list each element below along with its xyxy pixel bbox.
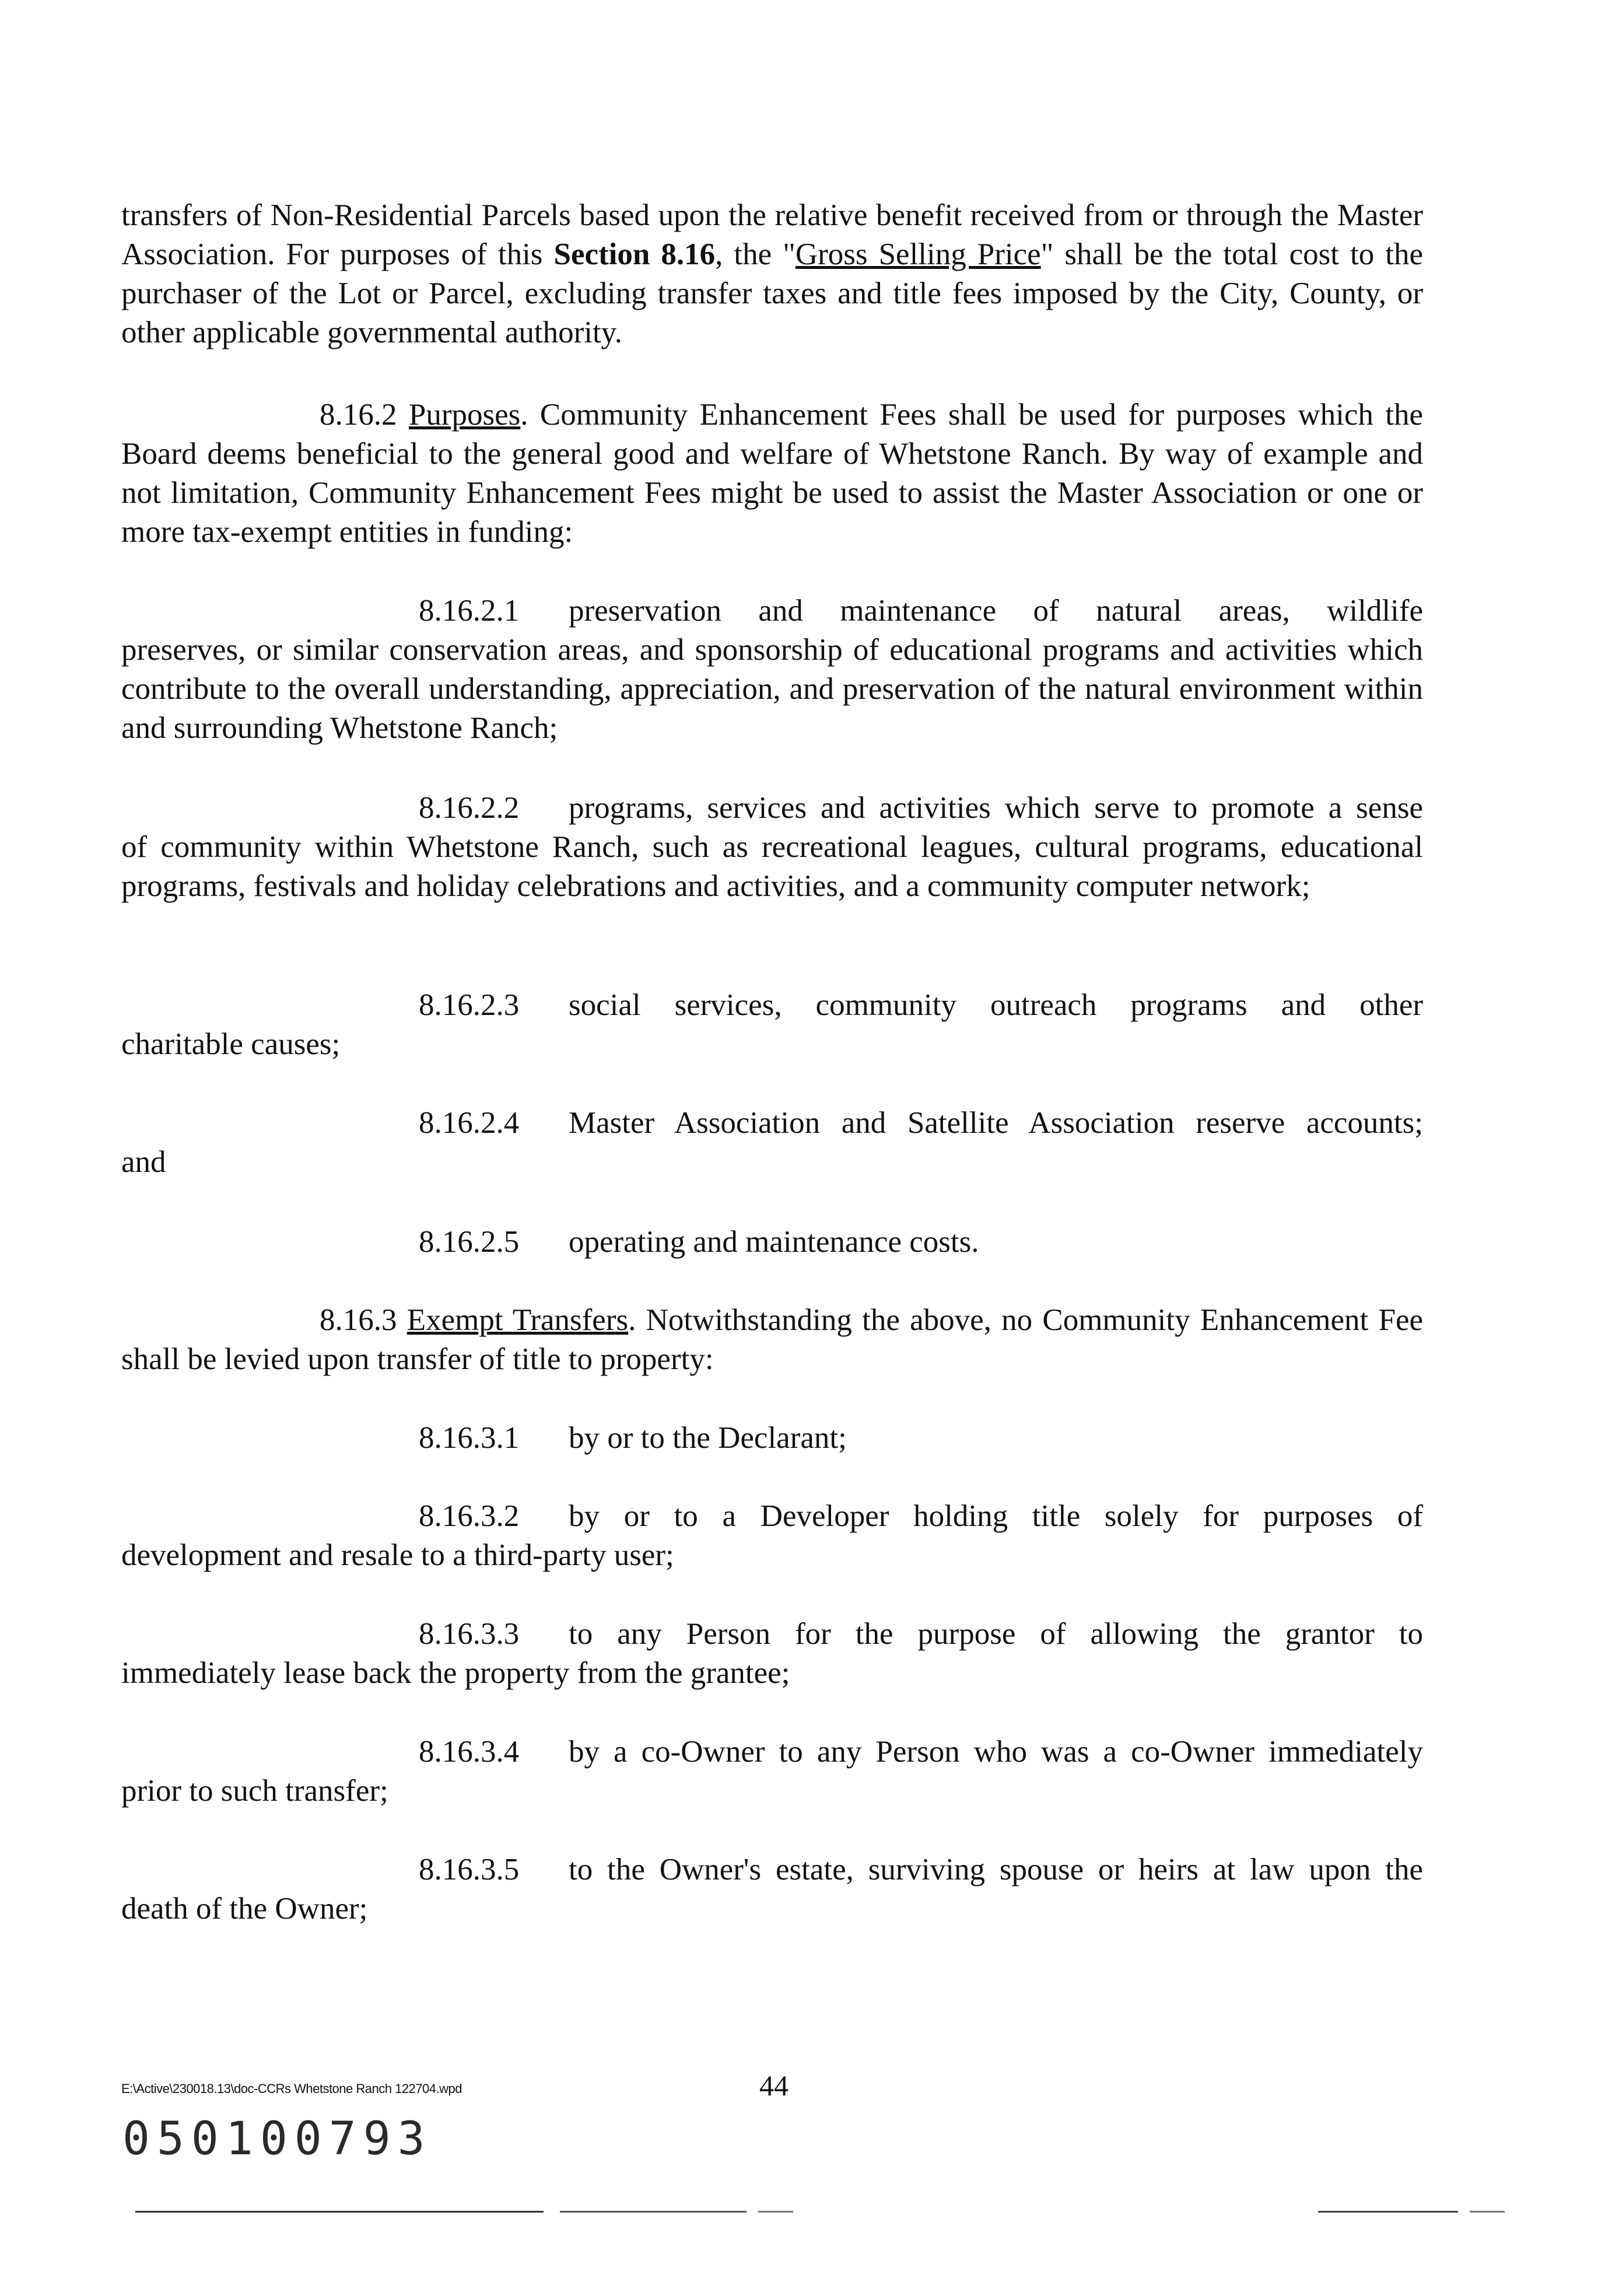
- document-stamp-number: 050100793: [122, 2113, 432, 2165]
- defined-term-gross-selling-price: Gross Selling Price: [795, 237, 1041, 271]
- scan-artifact-line: [560, 2211, 747, 2213]
- item-8-16-2-3-rest: charitable causes;: [121, 1027, 341, 1061]
- item-number: 8.16.3.5: [419, 1853, 520, 1887]
- item-number: 8.16.3.3: [419, 1617, 520, 1651]
- item-number: 8.16.2.1: [419, 594, 520, 628]
- item-text-first: by or to a Developer holding title solely for purposes of: [569, 1499, 1423, 1533]
- item-number: 8.16.2.4: [419, 1106, 520, 1140]
- intro-text-end: " shall be the total cost to the purchaser of the Lot or Parcel, excluding transfer taxes and title fees imposed by the City, County, or other applicable governmental authority.: [121, 237, 1424, 349]
- item-text-first: operating and maintenance costs.: [569, 1225, 979, 1259]
- section-text: . Community Enhancement Fees shall be used for purposes which the Board deems beneficial to the general good and welfare of Whetstone Ranch. By way of example and not limitation, Community Enhancement Fees might be used to assist the Master Association or one or more tax-exempt entities in funding:: [121, 398, 1424, 549]
- item-8-16-3-3-rest: immediately lease back the property from the grantee;: [121, 1656, 790, 1690]
- item-8-16-3-4-rest: prior to such transfer;: [121, 1774, 388, 1808]
- item-text-first: to the Owner's estate, surviving spouse or heirs at law upon the: [569, 1853, 1423, 1887]
- scan-artifact-line: [758, 2211, 793, 2213]
- section-heading: Purposes: [408, 398, 521, 432]
- item-8-16-2-4-rest: and: [121, 1145, 166, 1179]
- scan-artifact-line: [1318, 2211, 1458, 2213]
- item-text-first: to any Person for the purpose of allowing the grantor to: [569, 1617, 1423, 1651]
- section-text: . Notwithstanding the above, no Community Enhancement Fee shall be levied upon transfer of title to property:: [121, 1303, 1423, 1376]
- item-text-first: by or to the Declarant;: [569, 1421, 847, 1455]
- item-text-first: social services, community outreach programs and other: [569, 988, 1423, 1022]
- section-heading: Exempt Transfers: [406, 1303, 629, 1337]
- footer-file-path: E:\Active\230018.13\doc-CCRs Whetstone Ranch 122704.wpd: [121, 2081, 462, 2096]
- item-number: 8.16.2.2: [419, 791, 520, 825]
- item-number: 8.16.3.2: [419, 1499, 520, 1533]
- section-number: 8.16.3: [320, 1303, 397, 1337]
- item-number: 8.16.2.5: [419, 1225, 520, 1259]
- section-8-16-3-exempt-transfers: [121, 1301, 1423, 1379]
- item-8-16-3-5-rest: death of the Owner;: [121, 1892, 368, 1926]
- scan-artifact-line: [135, 2211, 544, 2213]
- section-8-16-2-purposes: [121, 396, 1423, 552]
- item-number: 8.16.3.4: [419, 1735, 520, 1769]
- page-number: 44: [759, 2069, 789, 2102]
- intro-text-start: transfers of Non-Residential Parcels based upon the relative benefit received from or through the Master Association. For purposes of this: [121, 198, 1423, 271]
- item-text-first: Master Association and Satellite Association reserve accounts;: [569, 1106, 1423, 1140]
- item-8-16-2-2-rest: of community within Whetstone Ranch, such as recreational leagues, cultural programs, educational programs, festivals and holiday celebrations and activities, and a community computer network;: [121, 830, 1423, 903]
- intro-text-mid: , the ": [715, 237, 796, 271]
- item-number: 8.16.2.3: [419, 988, 520, 1022]
- scan-artifact-line: [1470, 2211, 1505, 2213]
- item-text-first: preservation and maintenance of natural areas, wildlife: [569, 594, 1423, 628]
- item-text-first: by a co-Owner to any Person who was a co-Owner immediately: [569, 1735, 1423, 1769]
- item-number: 8.16.3.1: [419, 1421, 520, 1455]
- item-8-16-3-2-rest: development and resale to a third-party user;: [121, 1538, 674, 1572]
- section-number: 8.16.2: [320, 398, 397, 432]
- section-reference: Section 8.16: [553, 237, 716, 271]
- intro-paragraph: [121, 196, 1423, 352]
- item-8-16-2-1-rest: preserves, or similar conservation areas, and sponsorship of educational programs and activities which contribute to the overall understanding, appreciation, and preservation of the natural environment within and surrounding Whetstone Ranch;: [121, 633, 1423, 745]
- item-text-first: programs, services and activities which serve to promote a sense: [569, 791, 1423, 825]
